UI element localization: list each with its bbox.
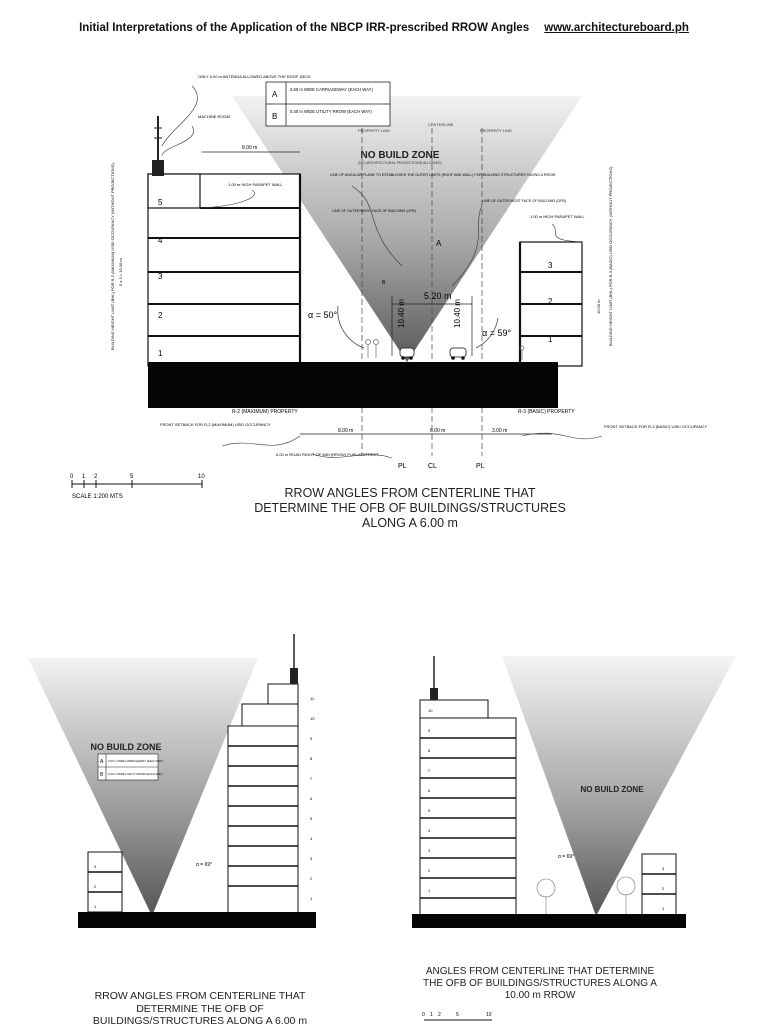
label-b: B [382,280,386,286]
road-vehicles [400,348,466,360]
left-floor-2: 2 [158,311,163,320]
bl-floor-2: 2 [310,876,313,881]
header-url[interactable]: www.architectureboard.ph [544,22,689,34]
dimension-520-label: 5.20 m [424,291,452,301]
br-scale-tick-2: 2 [438,1012,441,1018]
bl-floor-8: 8 [310,756,313,761]
parapet-right-note: 1.00 m HIGH PARAPET WALL [530,214,585,219]
cl-mark: CL [428,463,437,470]
property-line-label-right: PROPERTY LINE [480,128,512,133]
bl-floor-11: 11 [310,696,315,701]
legend-text-a: 2.60 m WIDE CARRIAGEWAY (EACH WAY) [290,87,373,92]
bl-no-build-label: NO BUILD ZONE [90,742,162,752]
br-scale-tick-1: 1 [430,1012,433,1018]
human-figures [366,340,525,361]
br-small-floor-2: 2 [662,886,665,891]
centerline-label: CENTERLINE [428,122,454,127]
label-a: A [436,239,442,248]
property-line-label: PROPERTY LINE [358,128,390,133]
scale-tick-0: 0 [70,474,74,480]
bl-legend-text-b: 0.40 m WIDE UTILITY RROW (EACH WAY) [108,772,163,776]
bl-small-floor-1: 1 [94,904,97,909]
antenna-note: ONLY 6.00 m ANTENNA ALLOWED ABOVE THE ROOF DECK [198,74,311,79]
left-property-label: R-2 (MAXIMUM) PROPERTY [232,409,298,415]
left-vertical-dim: 5 x 3 = 15.00 m [118,258,123,286]
br-floor-9: 9 [428,728,431,733]
br-scale-tick-5: 5 [456,1012,459,1018]
scale-tick-1: 1 [82,474,86,480]
right-property-label: R-3 (BASIC) PROPERTY [518,409,575,415]
legend-key-a: A [272,90,278,99]
br-tall-building [420,656,516,916]
bottom-right-sheet [398,596,742,1024]
left-floor-4: 4 [158,236,163,245]
br-small-building [642,854,676,916]
top-diagram-svg [52,56,732,532]
br-scale-tick-10: 10 [486,1012,492,1018]
br-small-floor-3: 3 [662,866,665,871]
right-bhl-label: BUILDING HEIGHT LIMIT (BHL) FOR R-3 (BASIC) USE/ OCCUPANCY (WITHOUT PROJECTIONS) [608,166,613,346]
ofb-right-note: LINE OF OUTER MOST FACE OF BUILDING (OFB) [482,199,566,203]
scale-tick-10: 10 [198,474,205,480]
left-height-label: 10.40 m [397,299,406,328]
br-floor-8: 8 [428,748,431,753]
left-floor-5: 5 [158,198,163,207]
left-bhl-label: BUILDING HEIGHT LIMIT (BHL) FOR R-2 (MAXIMUM) USE/ OCCUPANCY (WITHOUT PROJECTIONS) [110,163,115,350]
br-scale-bar [422,1012,492,1020]
bl-floor-6: 6 [310,796,313,801]
right-floor-1: 1 [548,335,553,344]
bl-legend-box [98,754,163,780]
br-floor-5: 5 [428,808,431,813]
right-vertical-dim: 10.00 m [596,299,601,314]
br-floor-10: 10 [428,708,433,713]
br-ground-slab [412,914,686,928]
bl-no-build-zone-cone [28,658,258,916]
br-floor-1: 1 [428,888,431,893]
bl-small-floor-2: 2 [94,884,97,889]
machine-room-note: MACHINE ROOM [198,114,230,119]
br-floor-4: 4 [428,828,431,833]
bl-ground-slab [78,912,316,928]
bl-floor-7: 7 [310,776,313,781]
bottom-left-caption: RROW ANGLES FROM CENTERLINE THAT DETERMINE THE OFB OF BUILDINGS/STRUCTURES ALONG A 6.00 m [92,990,308,1028]
br-angle-label: α = 69° [558,854,575,860]
bottom-dim-right: 3.00 m [492,428,508,434]
br-floor-6: 6 [428,788,431,793]
bottom-left-sheet [22,586,320,1022]
no-build-zone-label: NO BUILD ZONE [360,150,440,161]
bl-floor-10: 10 [310,716,315,721]
page-header [0,22,768,34]
right-setback-note: FRONT SETBACK FOR R-3 (BASIC) USE/ OCCUPANCY [604,424,708,429]
br-floor-2: 2 [428,868,431,873]
bottom-left-svg [22,586,320,1022]
angular-plane-note: LINE OF ANGULAR PLANE TO ESTABLISHED THE OUTER LIMITS (ROOF AND WALL) FOR BUILDING STRUCTURES FACING A RROW [330,173,556,177]
bl-floor-1: 1 [310,896,313,901]
ofb-left-note: LINE OF OUTER MOST FACE OF BUILDING (OFB) [332,209,416,213]
rrow-note: 6.00 m ROAD RIGHT OF WAY(RROW) PUBLIC STREET [276,452,379,457]
parapet-left-note: 1.00 m HIGH PARAPET WALL [228,182,283,187]
bl-floor-9: 9 [310,736,313,741]
scale-bar [70,474,205,500]
no-build-zone-sublabel: (NO ARCHITECTURAL PROJECTIONS ALLOWED) [358,161,442,165]
bl-angle-label: α = 69° [196,862,213,868]
bottom-dim-left: 8.00 m [338,428,354,434]
top-dimension-label: 8.00 m [242,145,258,151]
bl-floor-4: 4 [310,836,313,841]
scale-label: SCALE 1:200 MTS [72,494,123,500]
bottom-dim-mid: 6.00 m [430,428,446,434]
top-diagram-sheet [52,56,732,532]
bl-small-building [88,852,122,912]
bl-floor-3: 3 [310,856,313,861]
pl-mark-right: PL [476,463,485,470]
bl-small-floor-3: 3 [94,864,97,869]
legend-box [266,82,390,126]
left-setback-note: FRONT SETBACK FOR R-2 (MAXIMUM) USE/ OCCUPANCY [160,422,271,427]
scale-tick-2: 2 [94,474,98,480]
bl-legend-key-b: B [100,772,104,778]
left-angle-label: α = 50° [308,310,338,320]
legend-text-b: 0.40 m WIDE UTILITY RROW (EACH WAY) [290,109,372,114]
pl-mark-left: PL [398,463,407,470]
bl-legend-key-a: A [100,759,104,765]
br-floor-3: 3 [428,848,431,853]
br-floor-7: 7 [428,768,431,773]
right-angle-label: α = 59° [482,328,512,338]
header-title: Initial Interpretations of the Application of the NBCP IRR-prescribed RROW Angles [79,22,530,34]
legend-key-b: B [272,112,278,121]
bottom-right-caption: ANGLES FROM CENTERLINE THAT DETERMINE THE OFB OF BUILDINGS/STRUCTURES ALONG A 10.00 m RROW [423,966,657,1001]
br-small-floor-1: 1 [662,906,665,911]
br-no-build-label: NO BUILD ZONE [580,785,644,794]
scale-tick-5: 5 [130,474,134,480]
right-floor-3: 3 [548,261,553,270]
right-height-label: 10.40 m [453,299,462,328]
bottom-right-svg [398,596,742,1024]
right-floor-2: 2 [548,297,553,306]
left-floor-3: 3 [158,272,163,281]
ground-slab [148,362,558,408]
left-floor-1: 1 [158,349,163,358]
bl-floor-5: 5 [310,816,313,821]
bl-legend-text-a: 2.60 m WIDE CARRIAGEWAY (EACH WAY) [108,759,164,763]
top-caption: RROW ANGLES FROM CENTERLINE THAT DETERMINE THE OFB OF BUILDINGS/STRUCTURES ALONG A 6.00 m [254,486,566,530]
br-scale-tick-0: 0 [422,1012,425,1018]
